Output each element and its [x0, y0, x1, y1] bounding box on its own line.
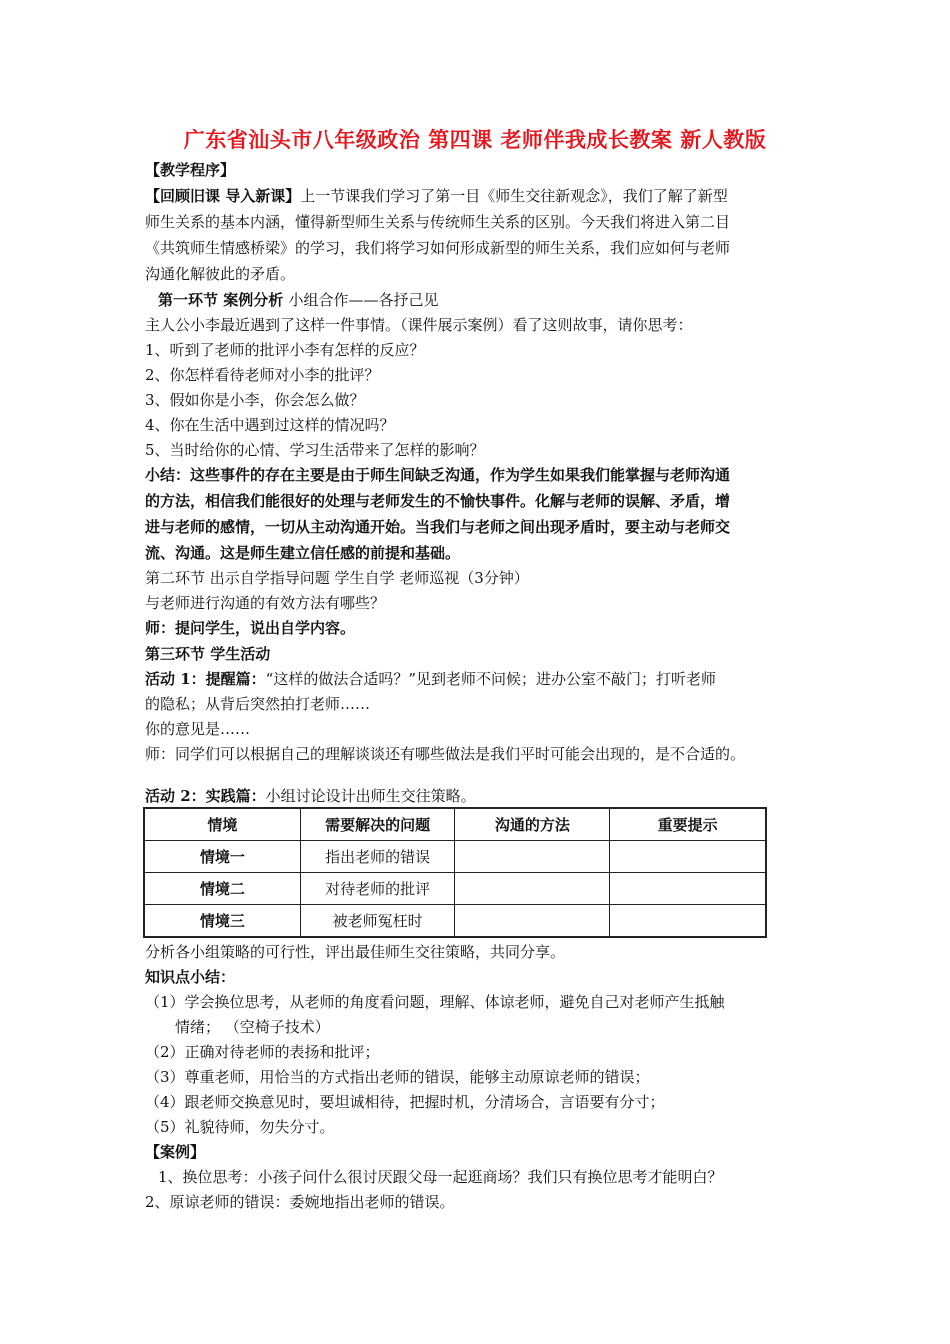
review-label: 【回顾旧课 导入新课】 — [145, 187, 301, 205]
activity2-line — [145, 785, 476, 807]
activity1-line-2: 的隐私；从背后突然拍打老师…… — [145, 695, 371, 713]
section1-heading-line — [145, 289, 438, 311]
knowledge-item-3: （3）尊重老师，用恰当的方式指出老师的错误，能够主动原谅老师的错误； — [145, 1068, 650, 1086]
after-table-text: 分析各小组策略的可行性，评出最佳师生交往策略，共同分享。 — [145, 943, 566, 961]
cases-heading: 【案例】 — [145, 1143, 206, 1161]
table-cell: 情境二 — [144, 873, 300, 905]
case-item-1: 1、换位思考：小孩子问什么很讨厌跟父母一起逛商场？我们只有换位思考才能明白？ — [158, 1168, 723, 1186]
table-header-cell: 情境 — [144, 808, 300, 841]
table-header-row — [144, 808, 766, 841]
table-cell — [455, 841, 610, 873]
activity1-line-1 — [145, 668, 716, 690]
table-row — [144, 873, 766, 905]
review-line-1 — [145, 185, 728, 207]
section1-heading: 第一环节 案例分析 — [158, 291, 289, 309]
table-cell — [610, 873, 766, 905]
summary-line-2: 的方法，相信我们能很好的处理与老师发生的不愉快事件。化解与老师的误解、矛盾，增 — [145, 492, 731, 510]
table-cell: 对待老师的批评 — [300, 873, 455, 905]
summary-line-1: 小结：这些事件的存在主要是由于师生间缺乏沟通，作为学生如果我们能掌握与老师沟通 — [145, 466, 731, 484]
knowledge-item-1-cont: 情绪； （空椅子技术） — [175, 1018, 330, 1036]
knowledge-heading: 知识点小结： — [145, 968, 236, 986]
table-cell — [610, 841, 766, 873]
knowledge-item-1: （1）学会换位思考，从老师的角度看问题，理解、体谅老师，避免自己对老师产生抵触 — [145, 993, 725, 1011]
activity1-text: “这样的做法合适吗？”见到老师不问候；进办公室不敲门；打听老师 — [265, 670, 717, 688]
review-line-3: 《共筑师生情感桥梁》的学习，我们将学习如何形成新型的师生关系，我们应如何与老师 — [145, 239, 731, 257]
table-row — [144, 905, 766, 938]
section2-teacher: 师：提问学生，说出自学内容。 — [145, 619, 356, 637]
knowledge-item-4: （4）跟老师交换意见时，要坦诚相待，把握时机，分清场合，言语要有分寸； — [145, 1093, 665, 1111]
table-cell: 指出老师的错误 — [300, 841, 455, 873]
review-line-2: 师生关系的基本内涵，懂得新型师生关系与传统师生关系的区别。今天我们将进入第二目 — [145, 213, 731, 231]
review-line-4: 沟通化解彼此的矛盾。 — [145, 265, 296, 283]
question-2: 2、你怎样看待老师对小李的批评？ — [145, 366, 380, 384]
table-cell — [610, 905, 766, 938]
question-1: 1、听到了老师的批评小李有怎样的反应？ — [145, 341, 425, 359]
summary-line-4: 流、沟通。这是师生建立信任感的前提和基础。 — [145, 544, 461, 562]
section2-question: 与老师进行沟通的有效方法有哪些？ — [145, 594, 386, 612]
table-cell: 情境一 — [144, 841, 300, 873]
knowledge-item-5: （5）礼貌待师，勿失分寸。 — [145, 1118, 335, 1136]
strategy-table — [143, 807, 767, 938]
section3-heading: 第三环节 学生活动 — [145, 645, 271, 663]
review-text-1: 上一节课我们学习了第一目《师生交往新观念》，我们了解了新型 — [300, 187, 728, 205]
case-item-2: 2、原谅老师的错误：委婉地指出老师的错误。 — [145, 1193, 455, 1211]
document-title: 广东省汕头市八年级政治 第四课 老师伴我成长教案 新人教版 — [183, 128, 767, 152]
section1-sub: 小组合作——各抒己见 — [288, 291, 439, 309]
table-header-cell: 需要解决的问题 — [300, 808, 455, 841]
table-row — [144, 841, 766, 873]
activity2-label: 活动 2：实践篇： — [145, 787, 266, 805]
activity2-text: 小组讨论设计出师生交往策略。 — [265, 787, 476, 805]
teacher-note: 师：同学们可以根据自己的理解谈谈还有哪些做法是我们平时可能会出现的，是不合适的。 — [145, 745, 746, 763]
table-cell: 情境三 — [144, 905, 300, 938]
table-header-cell: 重要提示 — [610, 808, 766, 841]
table-cell — [455, 873, 610, 905]
table-cell: 被老师冤枉时 — [300, 905, 455, 938]
summary-line-3: 进与老师的感情，一切从主动沟通开始。当我们与老师之间出现矛盾时，要主动与老师交 — [145, 518, 731, 536]
section1-intro: 主人公小李最近遇到了这样一件事情。（课件展示案例）看了这则故事，请你思考： — [145, 316, 693, 334]
table-header-cell: 沟通的方法 — [455, 808, 610, 841]
question-3: 3、假如你是小李，你会怎么做？ — [145, 391, 365, 409]
table-cell — [455, 905, 610, 938]
section2-heading: 第二环节 出示自学指导问题 学生自学 老师巡视（3分钟） — [145, 569, 529, 587]
knowledge-item-2: （2）正确对待老师的表扬和批评； — [145, 1043, 380, 1061]
opinion-line: 你的意见是…… — [145, 720, 251, 738]
question-4: 4、你在生活中遇到过这样的情况吗？ — [145, 416, 395, 434]
activity1-label: 活动 1：提醒篇： — [145, 670, 266, 688]
procedure-heading: 【教学程序】 — [145, 161, 236, 179]
question-5: 5、当时给你的心情、学习生活带来了怎样的影响？ — [145, 441, 485, 459]
